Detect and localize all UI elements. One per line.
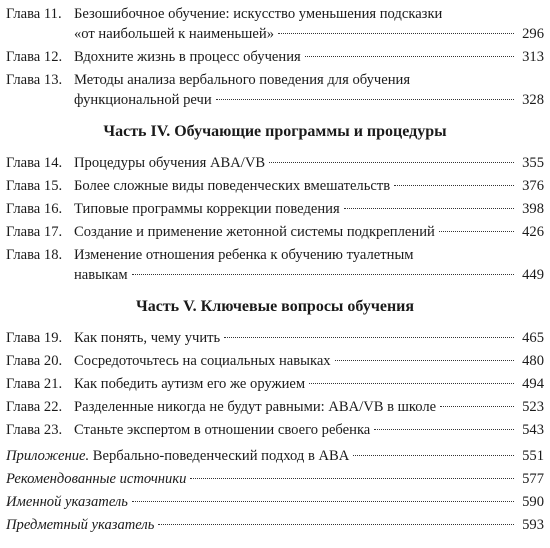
chapter-title-line: Как победить аутизм его же оружием — [74, 376, 306, 392]
chapter-label: Глава 17. — [6, 224, 63, 240]
page-number: 465 — [522, 330, 544, 346]
chapter-title-line: Вдохните жизнь в процесс обучения — [74, 49, 301, 65]
dot-leader — [216, 99, 514, 100]
dot-leader — [439, 231, 514, 232]
chapter-title-line: Как понять, чему учить — [74, 330, 221, 346]
toc-entry-chapter-13[interactable] — [6, 70, 544, 110]
dot-leader — [132, 501, 514, 502]
page-number: 590 — [522, 494, 544, 510]
chapter-label: Глава 13. — [6, 72, 63, 88]
dot-leader — [335, 360, 514, 361]
page-number: 328 — [522, 92, 544, 108]
appendix-title-italic: Приложение. — [6, 448, 90, 464]
page-number: 449 — [522, 267, 544, 283]
chapter-label: Глава 11. — [6, 6, 62, 22]
dot-leader — [190, 478, 514, 479]
chapter-label: Глава 21. — [6, 376, 63, 392]
toc-entry-chapter-15[interactable] — [6, 176, 544, 196]
toc-entry-chapter-20[interactable] — [6, 351, 544, 371]
chapter-title-line: Более сложные виды поведенческих вмешательств — [74, 178, 391, 194]
toc-part-4 — [6, 153, 544, 285]
toc-entry-chapter-12[interactable] — [6, 47, 544, 67]
appendix-title — [6, 492, 128, 512]
dot-leader — [374, 429, 514, 430]
dot-leader — [353, 455, 514, 456]
toc-entry-chapter-22[interactable] — [6, 397, 544, 417]
appendix-title-rest: Вербально-поведенческий подход в ABA — [89, 448, 350, 464]
dot-leader — [394, 185, 514, 186]
page-number: 480 — [522, 353, 544, 369]
chapter-title-line: Процедуры обучения ABA/VB — [74, 155, 266, 171]
toc-entry-chapter-11[interactable] — [6, 4, 544, 44]
page-number: 551 — [522, 448, 544, 464]
chapter-title-line: Методы анализа вербального поведения для обучения — [74, 72, 411, 88]
appendix-title — [6, 446, 349, 466]
toc-entry-chapter-21[interactable] — [6, 374, 544, 394]
chapter-title-line: Станьте экспертом в отношении своего ребенка — [74, 422, 371, 438]
appendix-title-italic: Именной указатель — [6, 494, 128, 510]
chapter-title-line: Изменение отношения ребенка к обучению туалетным — [74, 247, 414, 263]
chapter-title-line: навыкам — [74, 267, 128, 283]
chapter-title-line: «от наибольшей к наименьшей» — [74, 26, 275, 42]
chapter-label: Глава 16. — [6, 201, 63, 217]
toc-entry-chapter-23[interactable] — [6, 420, 544, 440]
dot-leader — [309, 383, 514, 384]
page-number: 494 — [522, 376, 544, 392]
dot-leader — [440, 406, 514, 407]
dot-leader — [344, 208, 514, 209]
dot-leader — [305, 56, 514, 57]
toc-entry-chapter-16[interactable] — [6, 199, 544, 219]
page-number: 543 — [522, 422, 544, 438]
toc-appendix — [6, 446, 544, 535]
toc-entry-chapter-18[interactable] — [6, 245, 544, 285]
chapter-title-line: Сосредоточьтесь на социальных навыках — [74, 353, 331, 369]
dot-leader — [278, 33, 514, 34]
appendix-title — [6, 469, 186, 489]
page-number: 577 — [522, 471, 544, 487]
toc-entry-chapter-17[interactable] — [6, 222, 544, 242]
chapter-title-line: функциональной речи — [74, 92, 212, 108]
chapter-label: Глава 12. — [6, 49, 63, 65]
page-number: 296 — [522, 26, 544, 42]
chapter-title-line: Разделенные никогда не будут равными: ABA/VB в школе — [74, 399, 437, 415]
part-5-heading: Часть V. Ключевые вопросы обучения — [135, 298, 415, 315]
toc-entry-recommended-sources[interactable] — [6, 469, 544, 489]
toc-entry-chapter-19[interactable] — [6, 328, 544, 348]
appendix-title — [6, 515, 154, 535]
page-number: 376 — [522, 178, 544, 194]
appendix-title-italic: Предметный указатель — [6, 517, 155, 533]
chapter-label: Глава 15. — [6, 178, 63, 194]
page-number: 523 — [522, 399, 544, 415]
chapter-title-line: Создание и применение жетонной системы подкреплений — [74, 224, 435, 240]
toc-part-5 — [6, 328, 544, 440]
dot-leader — [158, 524, 514, 525]
dot-leader — [269, 162, 514, 163]
page-number: 313 — [522, 49, 544, 65]
chapter-label: Глава 18. — [6, 247, 63, 263]
toc-entry-chapter-14[interactable] — [6, 153, 544, 173]
toc-entry-name-index[interactable] — [6, 492, 544, 512]
page-number: 355 — [522, 155, 544, 171]
dot-leader — [132, 274, 514, 275]
chapter-title-line: Типовые программы коррекции поведения — [74, 201, 340, 217]
toc-top-section — [6, 4, 544, 110]
chapter-label: Глава 23. — [6, 422, 63, 438]
page-number: 398 — [522, 201, 544, 217]
appendix-title-italic: Рекомендованные источники — [6, 471, 187, 487]
chapter-label: Глава 19. — [6, 330, 63, 346]
chapter-label: Глава 14. — [6, 155, 63, 171]
dot-leader — [224, 337, 514, 338]
chapter-title-line: Безошибочное обучение: искусство уменьшения подсказки — [74, 6, 443, 22]
chapter-label: Глава 20. — [6, 353, 63, 369]
toc-entry-subject-index[interactable] — [6, 515, 544, 535]
page-number: 426 — [522, 224, 544, 240]
page-number: 593 — [522, 517, 544, 533]
toc-entry-appendix[interactable] — [6, 446, 544, 466]
part-4-heading: Часть IV. Обучающие программы и процедуры — [103, 123, 447, 140]
chapter-label: Глава 22. — [6, 399, 63, 415]
